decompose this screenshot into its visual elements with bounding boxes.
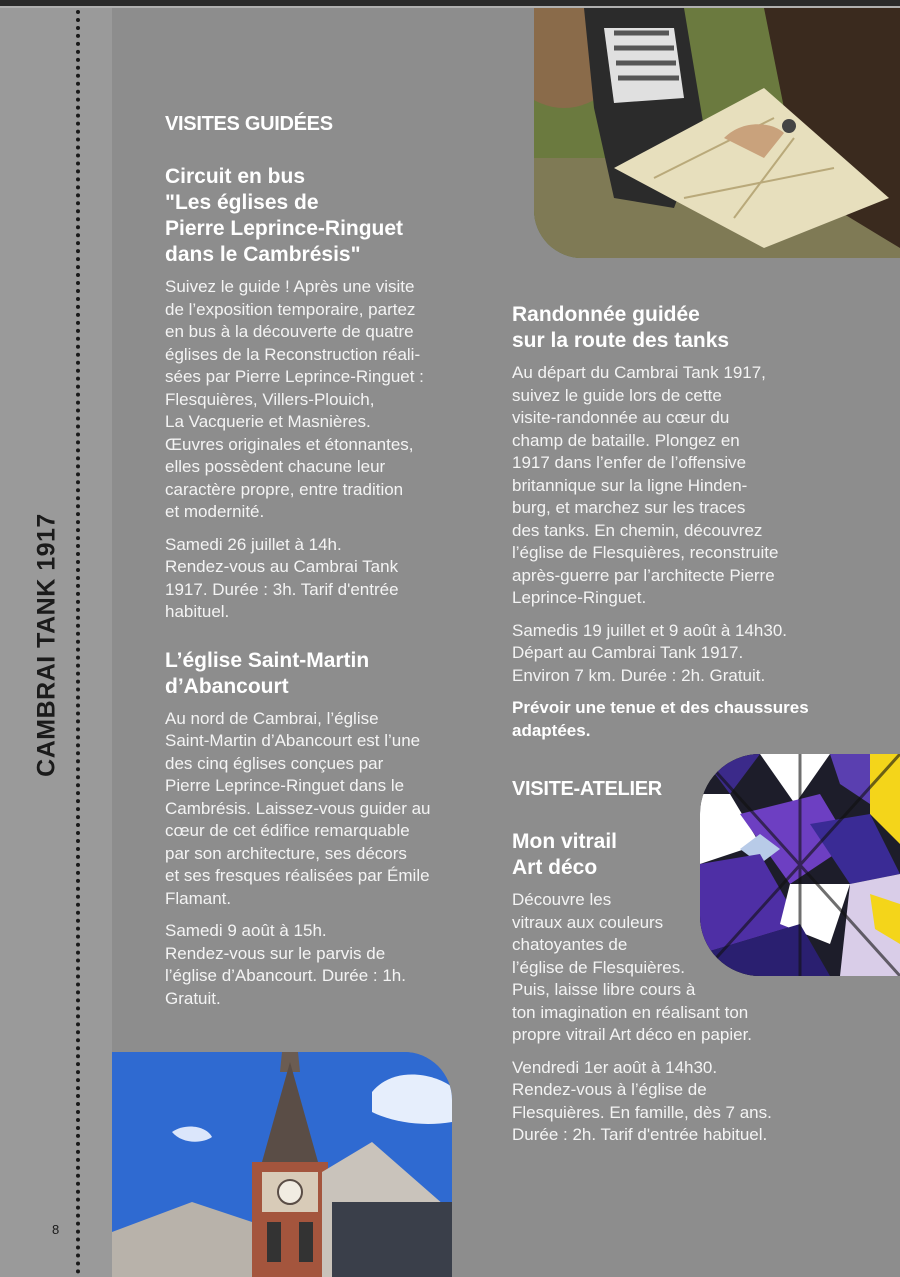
church-visit-description: Au nord de Cambrai, l’église Saint-Martin d’Abancourt est l’une des cinq églises conçues par Pierre Leprince-Ringuet dans le Cambrésis. Laissez-vous guider au cœur de cet édifice remarquable par son architecture, ses décors et ses fresques réalisées par Émile Flamant. <box>165 708 431 908</box>
bus-tour-practical-info: Samedi 26 juillet à 14h. Rendez-vous au Cambrai Tank 1917. Durée : 3h. Tarif d'entrée habituel. <box>165 534 399 621</box>
church-visit-heading: L’église Saint-Martin d’Abancourt <box>165 648 370 698</box>
hike-description: Au départ du Cambrai Tank 1917, suivez le guide lors de cette visite-randonnée au cœur du champ de bataille. Plongez en 1917 dans l’enfer de l’offensive britannique sur la ligne Hinden- burg, et marchez sur les traces des tanks. En chemin, découvrez l’église de Flesquières, reconstruite après-guerre par l’architecte Pierre Leprince-Ringuet. <box>512 363 779 607</box>
workshop-description: Découvre les vitraux aux couleurs chatoyantes de l’église de Flesquières. Puis, laisse libre cours à ton imagination en réalisant ton propre vitrail Art déco en papier. <box>512 890 753 1044</box>
bus-tour-heading: Circuit en bus "Les églises de Pierre Leprince-Ringuet dans le Cambrésis" <box>165 165 404 266</box>
guide-map-photo <box>534 8 900 258</box>
dotted-rule <box>76 10 80 1275</box>
left-column <box>165 113 485 1020</box>
hike-heading: Randonnée guidée sur la route des tanks <box>512 303 730 352</box>
church-visit-practical-info: Samedi 9 août à 15h. Rendez-vous sur le parvis de l’église d’Abancourt. Durée : 1h. Gratuit. <box>165 921 406 1008</box>
hike-equipment-note: Prévoir une tenue et des chaussures adaptées. <box>512 698 809 740</box>
workshop-heading: Mon vitrail Art déco <box>512 830 618 879</box>
section-title-workshop: VISITE-ATELIER <box>512 778 662 800</box>
vertical-title: CAMBRAI TANK 1917 <box>32 513 61 777</box>
hike-practical-info: Samedis 19 juillet et 9 août à 14h30. Départ au Cambrai Tank 1917. Environ 7 km. Durée : 2h. Gratuit. <box>512 620 788 685</box>
section-title-guided-tours: VISITES GUIDÉES <box>165 113 333 135</box>
church-photo <box>112 1052 452 1277</box>
page-number: 8 <box>52 1222 60 1237</box>
workshop-practical-info: Vendredi 1er août à 14h30. Rendez-vous à l’église de Flesquières. En famille, dès 7 ans. Durée : 2h. Tarif d'entrée habituel. <box>512 1057 772 1144</box>
right-column <box>512 302 842 1157</box>
bus-tour-description: Suivez le guide ! Après une visite de l’exposition temporaire, partez en bus à la découverte de quatre églises de la Reconstruction réali- sées par Pierre Leprince-Ringuet : Flesquières, Villers-Plouich, La Vacquerie et Masnières. Œuvres originales et étonnantes, elles possèdent chacune leur caractère propre, entre tradition et modernité. <box>165 277 424 521</box>
